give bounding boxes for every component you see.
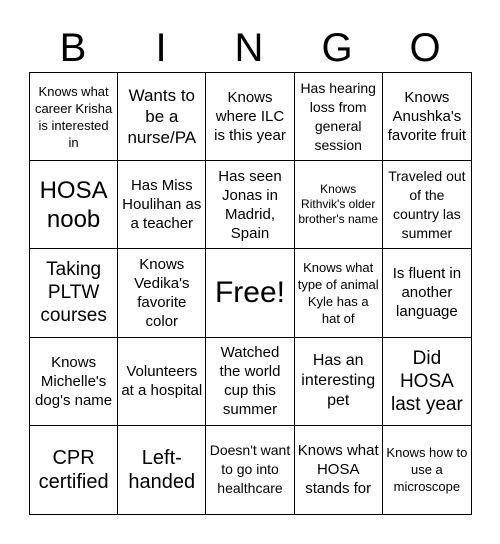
cell-text: Doesn't want to go into healthcare xyxy=(209,442,291,497)
bingo-cell[interactable] xyxy=(118,73,206,161)
bingo-cell[interactable] xyxy=(383,338,471,426)
bingo-cell[interactable] xyxy=(30,73,118,161)
bingo-board xyxy=(29,72,472,515)
bingo-cell[interactable] xyxy=(206,73,294,161)
bingo-cell[interactable] xyxy=(383,73,471,161)
cell-text: Is fluent in another language xyxy=(392,265,462,321)
bingo-cell[interactable] xyxy=(30,249,118,337)
cell-text: CPR certified xyxy=(38,446,109,493)
cell-text: Knows what HOSA stands for xyxy=(297,442,379,498)
cell-text: Watched the world cup this summer xyxy=(219,344,281,419)
cell-text: Did HOSA last year xyxy=(390,347,463,415)
cell-text: Free! xyxy=(214,275,285,309)
bingo-cell[interactable] xyxy=(295,73,383,161)
bingo-cell[interactable] xyxy=(295,426,383,514)
header-letter-b: B xyxy=(59,26,87,70)
cell-text: Has an interesting pet xyxy=(301,352,376,410)
bingo-cell[interactable] xyxy=(206,338,294,426)
bingo-cell[interactable] xyxy=(383,161,471,249)
bingo-cell[interactable] xyxy=(118,338,206,426)
cell-text: Knows what career Krisha is interested in xyxy=(34,83,113,150)
cell-text: Wants to be a nurse/PA xyxy=(127,86,197,148)
header-letter-o: O xyxy=(409,26,441,70)
bingo-cell[interactable] xyxy=(30,338,118,426)
bingo-cell[interactable] xyxy=(383,426,471,514)
bingo-cell[interactable] xyxy=(295,249,383,337)
header-letter-i: I xyxy=(155,26,167,70)
cell-text: Has hearing loss from general session xyxy=(300,79,376,153)
header-letter-g: G xyxy=(321,26,353,70)
cell-text: Knows Rithvik's older brother's name xyxy=(298,182,379,227)
bingo-cell[interactable] xyxy=(383,249,471,337)
bingo-cell[interactable] xyxy=(295,161,383,249)
cell-text: Knows where ILC is this year xyxy=(214,89,286,145)
free-space[interactable] xyxy=(206,249,294,337)
cell-text: Knows Anushka's favorite fruit xyxy=(387,89,467,145)
bingo-cell[interactable] xyxy=(295,338,383,426)
bingo-cell[interactable] xyxy=(30,426,118,514)
cell-text: Knows Michelle's dog's name xyxy=(35,353,113,409)
cell-text: Knows Vedika's favorite color xyxy=(134,255,190,330)
header-letter-n: N xyxy=(234,26,264,70)
bingo-cell[interactable] xyxy=(118,249,206,337)
cell-text: Has seen Jonas in Madrid, Spain xyxy=(218,167,282,242)
bingo-cell[interactable] xyxy=(206,161,294,249)
cell-text: HOSA noob xyxy=(39,176,108,233)
bingo-cell[interactable] xyxy=(118,161,206,249)
cell-text: Volunteers at a hospital xyxy=(121,363,203,400)
bingo-cell[interactable] xyxy=(118,426,206,514)
cell-text: Traveled out of the country las summer xyxy=(388,167,466,241)
bingo-cell[interactable] xyxy=(30,161,118,249)
cell-text: Left-handed xyxy=(128,446,196,493)
cell-text: Has Miss Houlihan as a teacher xyxy=(122,177,202,233)
bingo-header xyxy=(29,24,472,72)
cell-text: Knows what type of animal Kyle has a hat of xyxy=(297,259,379,326)
cell-text: Taking PLTW courses xyxy=(40,259,107,327)
cell-text: Knows how to use a microscope xyxy=(386,445,468,495)
bingo-cell[interactable] xyxy=(206,426,294,514)
